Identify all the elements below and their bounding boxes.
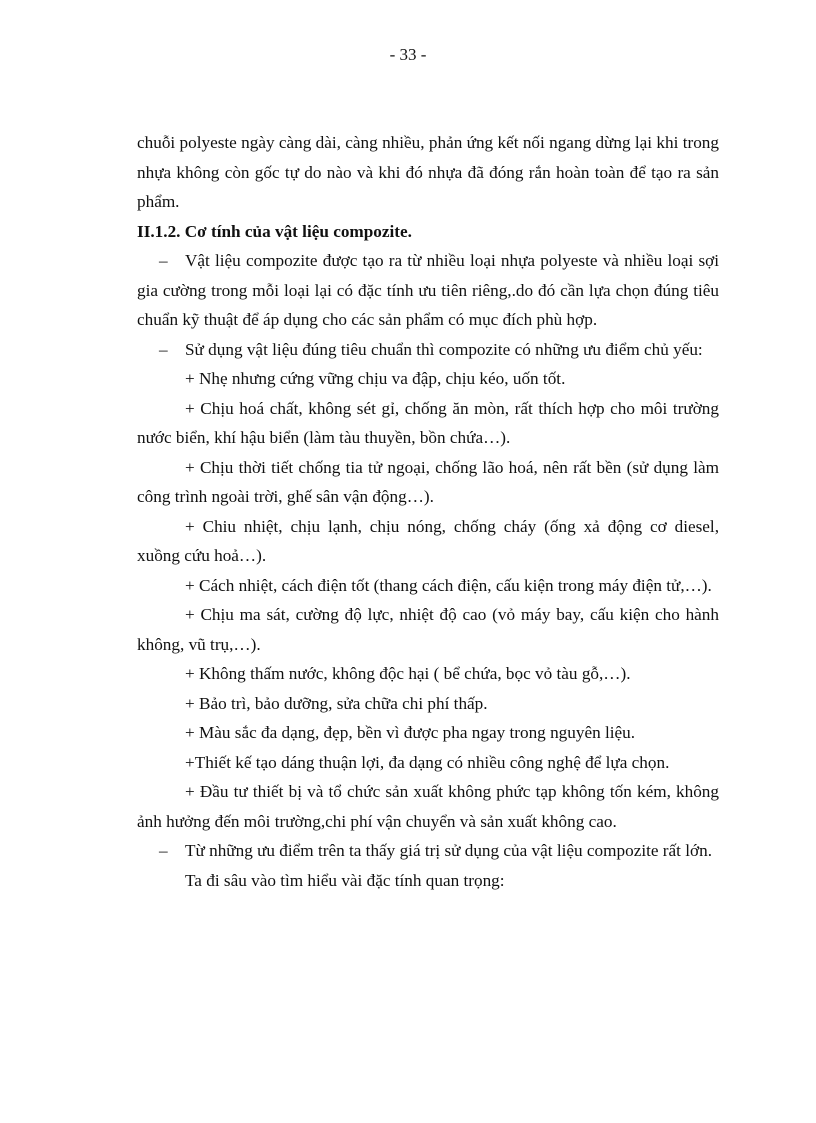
dash-bullet: – [159, 339, 168, 359]
advantage-item: + Chịu ma sát, cường độ lực, nhiệt độ cao (vỏ máy bay, cấu kiện cho hành không, vũ trụ,…). [137, 605, 719, 654]
dash-item-text: Vật liệu compozite được tạo ra từ nhiều loại nhựa polyeste và nhiều loại sợi gia cường trong mỗi loại lại có đặc tính ưu tiên riêng,.do đó cần lựa chọn đúng tiêu chuẩn kỹ thuật để áp dụng cho các sản phẩm có mục đích phù hợp. [137, 251, 719, 329]
dash-item [137, 836, 719, 866]
advantage-item: + Cách nhiệt, cách điện tốt (thang cách điện, cấu kiện trong máy điện tử,…). [185, 575, 712, 595]
advantage-item: + Chiu nhiệt, chịu lạnh, chịu nóng, chống cháy (ống xả động cơ diesel, xuồng cứu hoả…). [137, 516, 719, 565]
advantage-item: + Đầu tư thiết bị và tổ chức sản xuất không phức tạp không tốn kém, không ảnh hưởng đến môi trường,chi phí vận chuyển và sản xuất không cao. [137, 782, 719, 831]
section-heading: II.1.2. Cơ tính của vật liệu compozite. [137, 221, 412, 241]
advantage-item: + Nhẹ nhưng cứng vững chịu va đập, chịu kéo, uốn tốt. [185, 369, 566, 388]
advantage-item: + Chịu thời tiết chống tia tử ngoại, chống lão hoá, nên rất bền (sử dụng làm công trình ngoài trời, ghế sân vận động…). [137, 457, 719, 506]
conclusion-text: Từ những ưu điểm trên ta thấy giá trị sử dụng của vật liệu compozite rất lớn. [185, 841, 712, 860]
advantage-item: +Thiết kế tạo dáng thuận lợi, đa dạng có nhiều công nghệ để lựa chọn. [185, 752, 670, 772]
advantage-item: + Bảo trì, bảo dưỡng, sửa chữa chi phí thấp. [185, 693, 488, 713]
closing-paragraph: Ta đi sâu vào tìm hiểu vài đặc tính quan trọng: [185, 870, 505, 890]
advantage-item: + Màu sắc đa dạng, đẹp, bền vì được pha ngay trong nguyên liệu. [185, 723, 636, 742]
intro-paragraph: chuỗi polyeste ngày càng dài, càng nhiều, phản ứng kết nối ngang dừng lại khi trong nhựa không còn gốc tự do nào và khi đó nhựa đã đóng rắn hoàn toàn để tạo ra sản phẩm. [137, 133, 719, 211]
dash-bullet: – [159, 251, 168, 270]
document-body [137, 128, 719, 895]
advantage-item: + Không thấm nước, không độc hại ( bể chứa, bọc vỏ tàu gỗ,…). [185, 664, 631, 683]
dash-item [137, 335, 719, 365]
page-number: - 33 - [389, 45, 427, 64]
dash-bullet: – [159, 841, 168, 860]
dash-item [137, 246, 719, 335]
advantage-item: + Chịu hoá chất, không sét gỉ, chống ăn mòn, rất thích hợp cho môi trường nước biển, khí hậu biển (làm tàu thuyền, bồn chứa…). [137, 398, 719, 447]
dash-item-text: Sử dụng vật liệu đúng tiêu chuẩn thì compozite có những ưu điểm chủ yếu: [185, 339, 703, 359]
